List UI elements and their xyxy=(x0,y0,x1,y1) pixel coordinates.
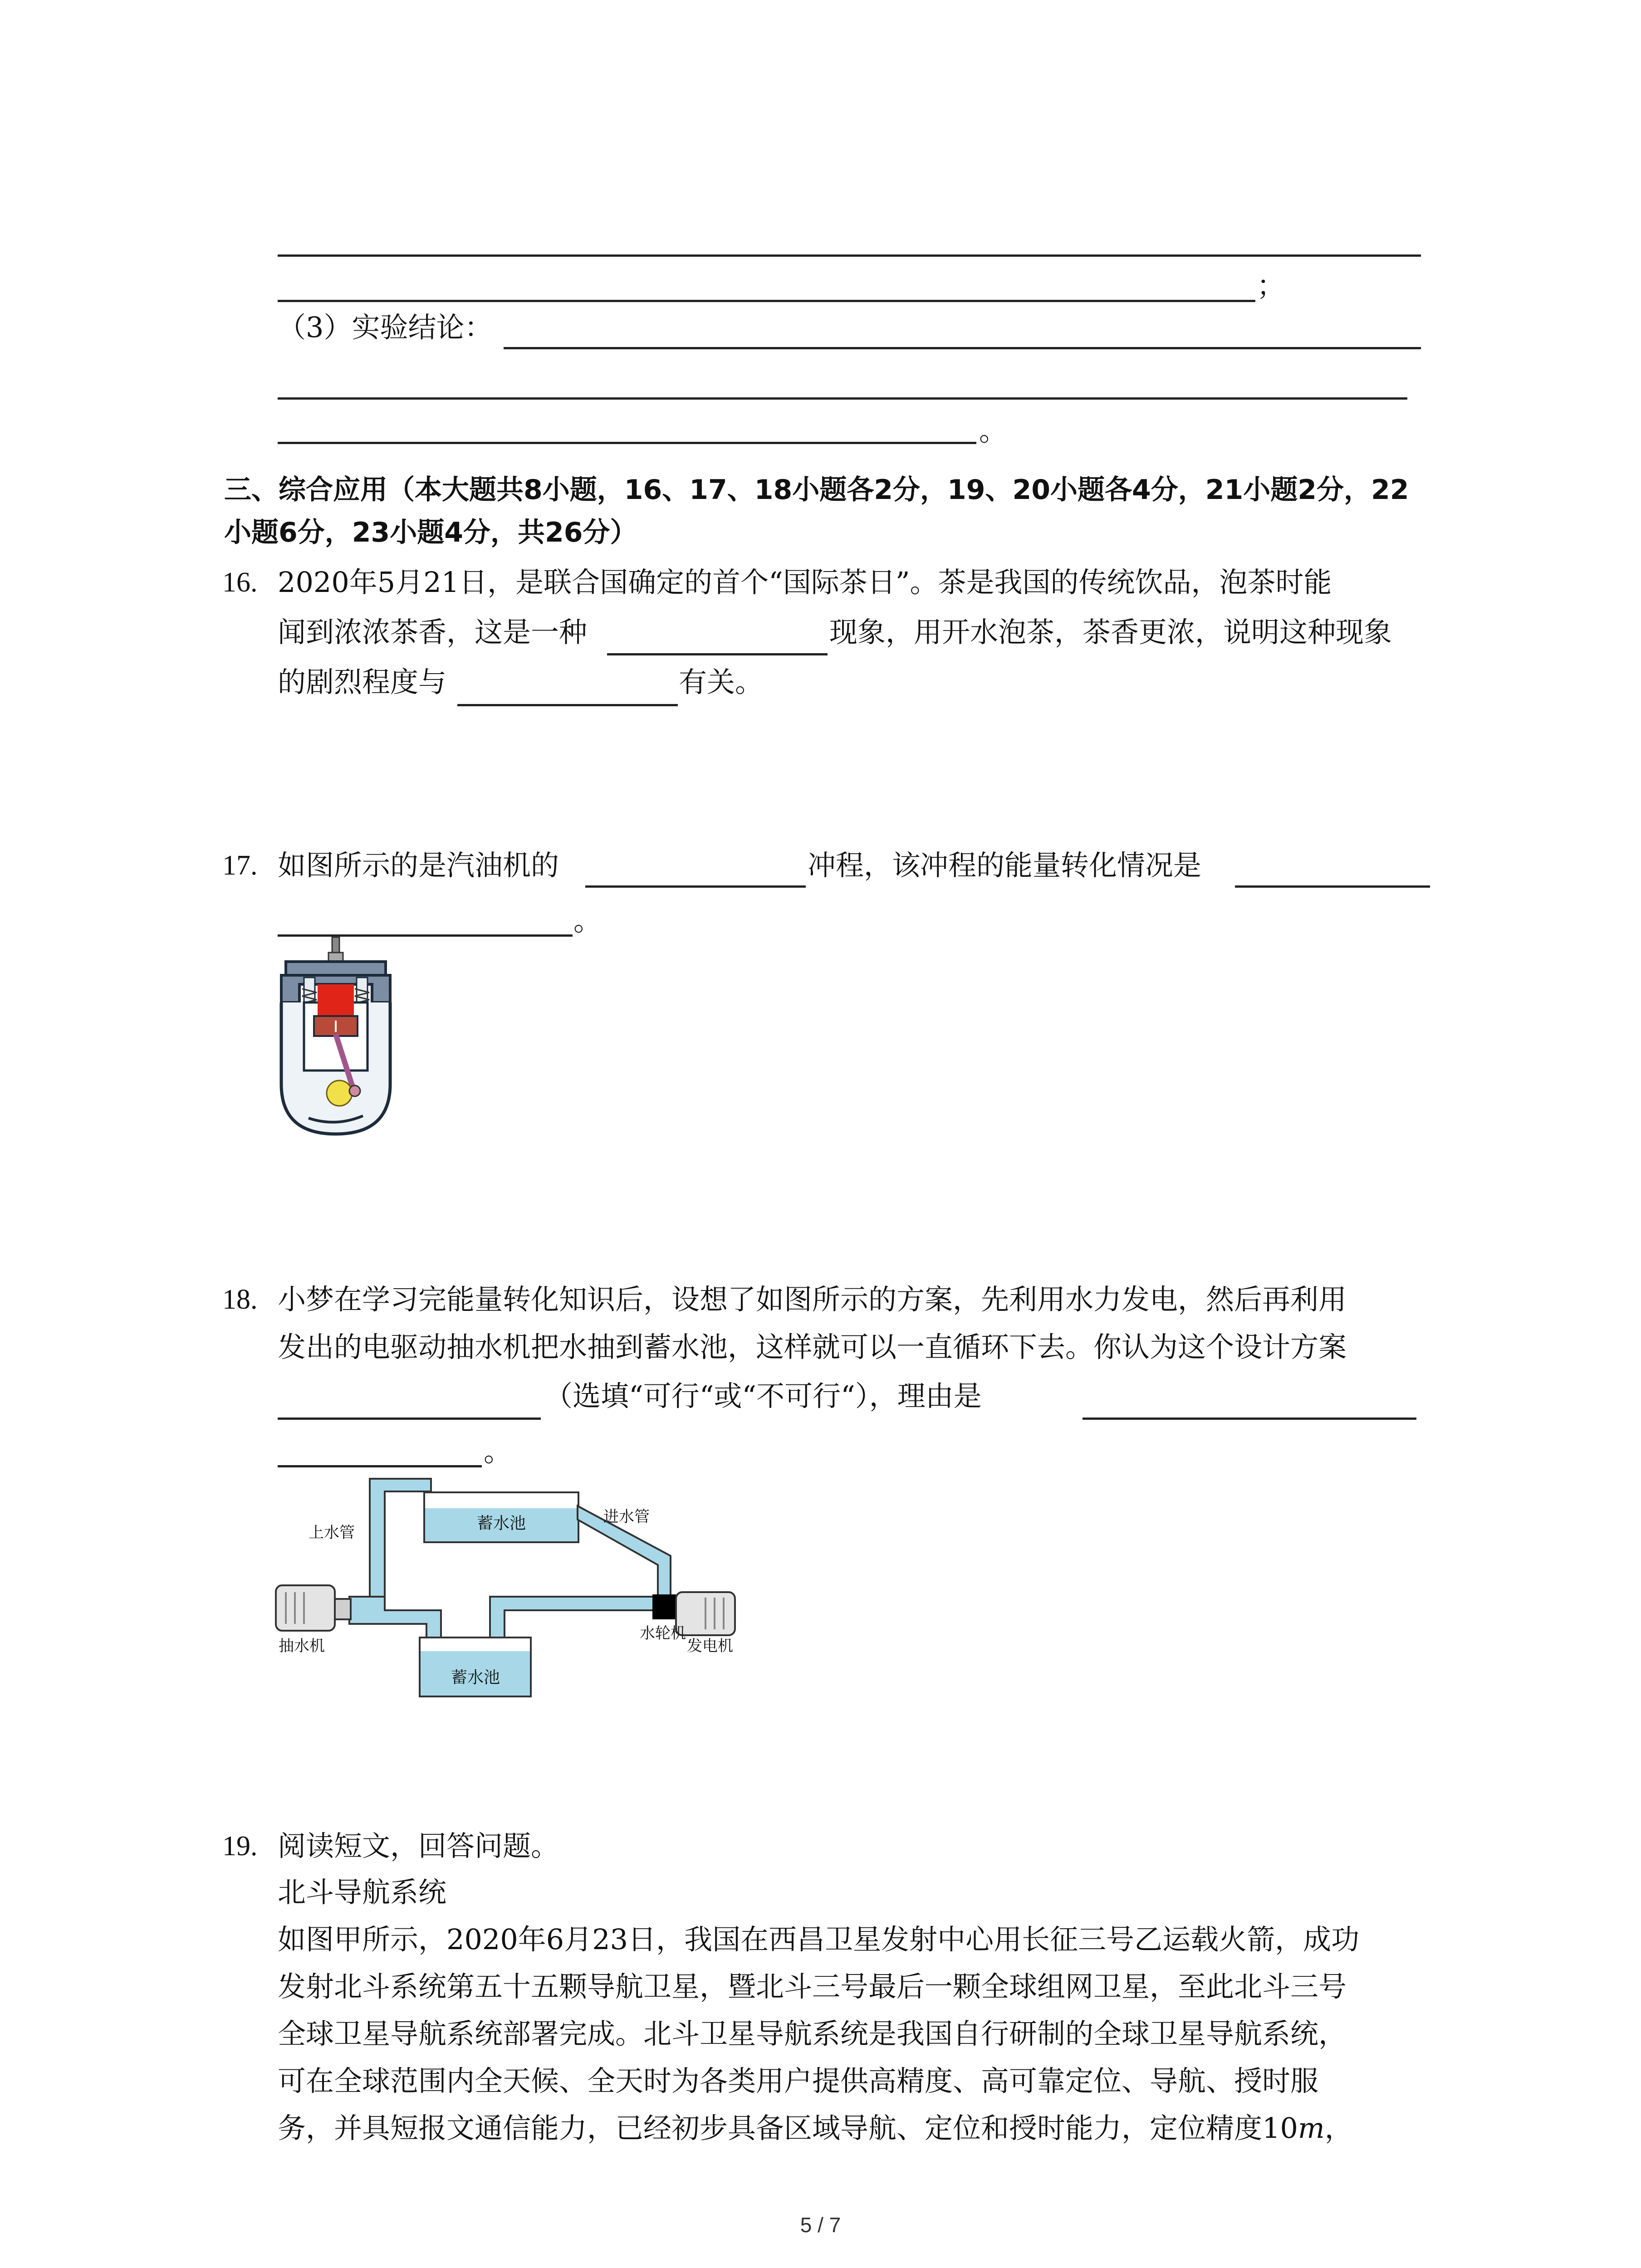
q19-p4: 可在全球范围内全天候、全天时为各类用户提供高精度、高可靠定位、导航、授时服 xyxy=(278,2064,1319,2097)
answer-blank xyxy=(1083,1418,1416,1420)
q19-p1: 如图甲所示，2020年6月23日，我国在西昌卫星发射中心用长征三号乙运载火箭，成功 xyxy=(278,1923,1360,1956)
q19-p5 xyxy=(278,2106,1353,2151)
q18-line2: 发出的电驱动抽水机把水抽到蓄水池，这样就可以一直循环下去。你认为这个设计方案 xyxy=(278,1330,1347,1364)
semicolon: ； xyxy=(1257,269,1285,302)
q18-line3a: （选填“可行“或“不可行“），理由是 xyxy=(544,1379,982,1413)
question-number: 19. xyxy=(222,1831,258,1862)
q19-line1: 阅读短文，回答问题。 xyxy=(278,1829,559,1862)
q19-p2: 发射北斗系统第五十五颗导航卫星，暨北斗三号最后一颗全球组网卫星，至此北斗三号 xyxy=(278,1970,1347,2003)
upper-tank-label: 蓄水池 xyxy=(476,1514,526,1533)
crank-wheel xyxy=(327,1080,352,1106)
q19-title: 北斗导航系统 xyxy=(278,1876,447,1909)
q18-line1: 小梦在学习完能量转化知识后，设想了如图所示的方案，先利用水力发电，然后再利用 xyxy=(278,1283,1347,1316)
q16-line3a: 的剧烈程度与 xyxy=(278,665,447,699)
pump xyxy=(276,1585,335,1631)
section-heading-line2: 小题6分，23小题4分，共26分） xyxy=(224,517,637,548)
lower-tank-label: 蓄水池 xyxy=(451,1668,500,1687)
page-number: 5 / 7 xyxy=(800,2213,841,2237)
answer-blank xyxy=(278,1465,482,1467)
turbine-label: 水轮机 xyxy=(640,1624,686,1642)
answer-blank xyxy=(457,704,678,706)
upper-pipe-label: 上水管 xyxy=(309,1524,355,1542)
q16-line1: 2020年5月21日，是联合国确定的首个“国际茶日”。茶是我国的传统饮品，泡茶时能 xyxy=(278,566,1332,599)
answer-line xyxy=(278,254,1421,257)
pump-label: 抽水机 xyxy=(279,1637,325,1655)
q19-p5-end: ， xyxy=(1324,2112,1353,2145)
hydro-diagram xyxy=(263,1470,771,1706)
q18-end: 。 xyxy=(484,1435,512,1468)
q19-p5-text: 务，并具短报文通信能力，已经初步具备区域导航、定位和授时能力，定位精度10 xyxy=(278,2112,1298,2145)
answer-blank xyxy=(585,885,806,888)
generator-label: 发电机 xyxy=(687,1637,733,1655)
inlet-pipe-label: 进水管 xyxy=(603,1508,650,1526)
q17-line1b: 冲程，该冲程的能量转化情况是 xyxy=(808,849,1202,882)
answer-blank xyxy=(607,653,828,655)
question-number: 16. xyxy=(222,567,258,598)
answer-line xyxy=(278,442,976,444)
question-number: 18. xyxy=(222,1284,258,1315)
engine-diagram xyxy=(272,934,399,1148)
answer-blank xyxy=(278,1418,541,1420)
q16-line2a: 闻到浓浓茶香，这是一种 xyxy=(278,616,588,649)
combustion-chamber xyxy=(318,984,354,1016)
answer-line xyxy=(278,300,1255,302)
q17-line1a: 如图所示的是汽油机的 xyxy=(278,849,559,882)
q19-p3: 全球卫星导航系统部署完成。北斗卫星导航系统是我国自行研制的全球卫星导航系统， xyxy=(278,2017,1347,2050)
q16-line3b: 有关。 xyxy=(679,665,764,699)
period: 。 xyxy=(979,414,1008,447)
item3-label: （3）实验结论： xyxy=(278,311,493,344)
section-heading-line1: 三、综合应用（本大题共8小题，16、17、18小题各2分，19、20小题各4分，21小题2分，22 xyxy=(224,474,1409,506)
answer-blank xyxy=(1235,885,1430,888)
answer-line xyxy=(504,347,1421,349)
q17-end: 。 xyxy=(573,904,602,937)
question-number: 17. xyxy=(222,850,258,881)
answer-line xyxy=(278,397,1407,400)
turbine xyxy=(652,1594,676,1619)
q16-line2b: 现象，用开水泡茶，茶香更浓，说明这种现象 xyxy=(829,616,1392,649)
unit-m: m xyxy=(1298,2112,1325,2145)
